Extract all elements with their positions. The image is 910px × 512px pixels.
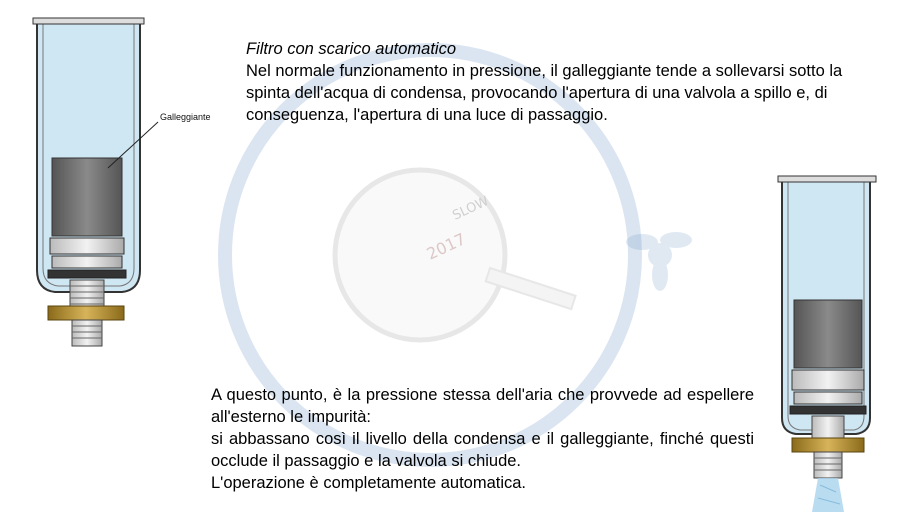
- intro-text-block: [246, 38, 886, 126]
- explanation-line-3: L'operazione è completamente automatica.: [211, 474, 527, 492]
- filter-left-illustration: [0, 0, 230, 360]
- gauge-year-text: 2017: [423, 229, 469, 264]
- section-title: Filtro con scarico automatico: [246, 40, 456, 58]
- intro-paragraph: Nel normale funzionamento in pressione, il galleggiante tende a sollevarsi sotto la spinta dell'acqua di condensa, provocando l'apertura di una valvola a spillo e, di conseguenza, l'apertura di una luce di passaggio.: [246, 62, 843, 124]
- gauge-slow-text: SLOW: [450, 193, 492, 224]
- explanation-line-1: A questo punto, è la pressione stessa dell'aria che provvede ad espellere all'esterno le impurità:: [211, 386, 754, 426]
- filter-right-illustration: [760, 170, 910, 512]
- float-label: Galleggiante: [160, 112, 211, 122]
- explanation-text-block: [211, 384, 754, 494]
- explanation-line-2: si abbassano così il livello della condensa e il galleggiante, finché questi occlude il passaggio e la valvola si chiude.: [211, 430, 754, 470]
